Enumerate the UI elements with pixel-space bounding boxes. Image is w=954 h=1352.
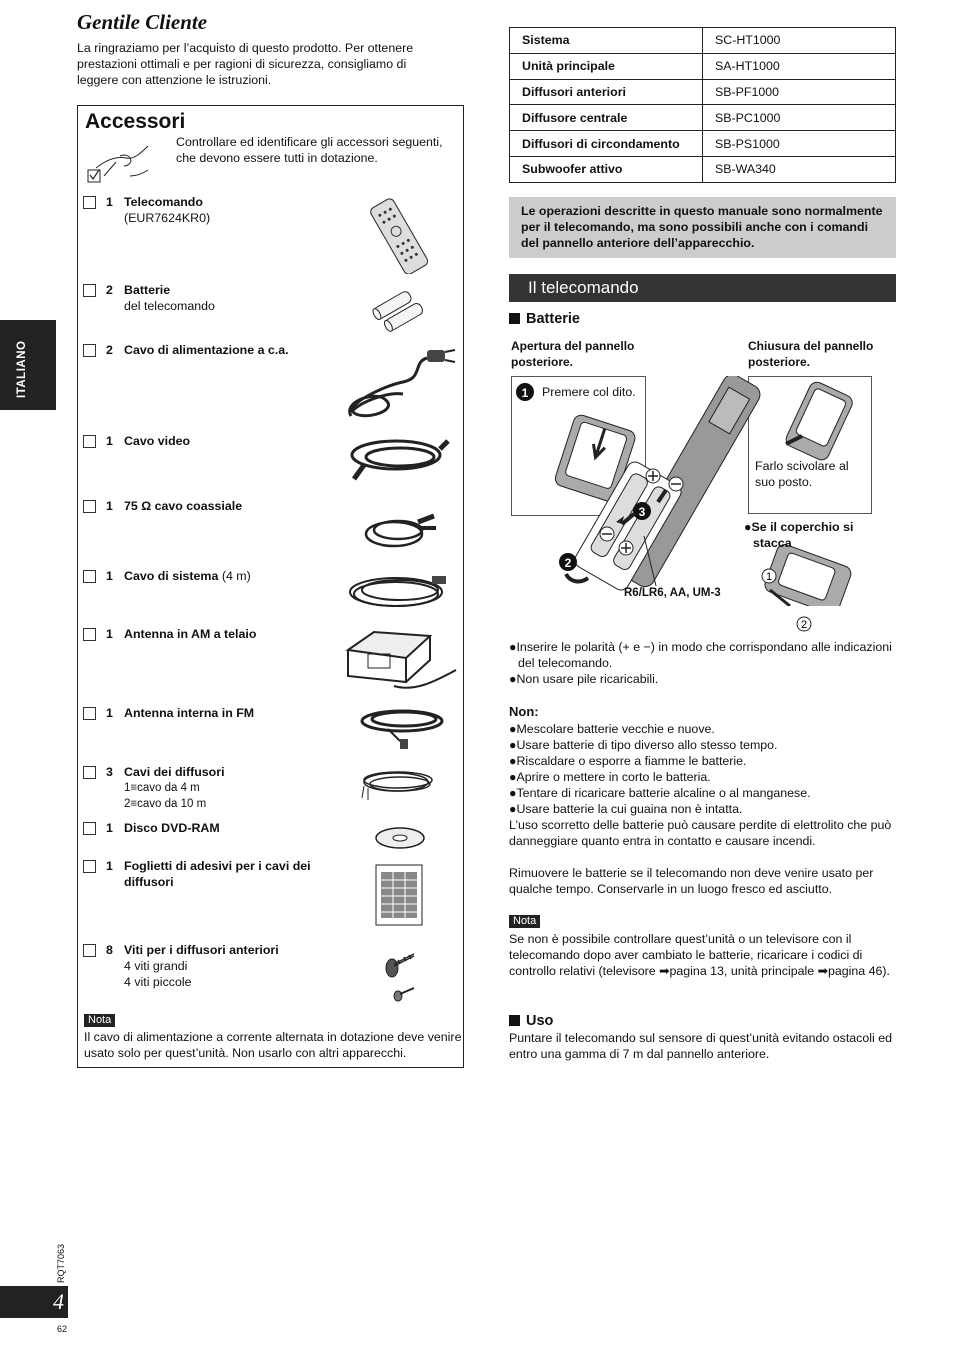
page-number: 4 — [53, 1289, 64, 1314]
page-number-tab — [0, 1286, 68, 1318]
document-code: RQT7063 — [56, 1243, 66, 1283]
svg-text:2: 2 — [564, 556, 572, 570]
remote-control-icon — [358, 198, 442, 274]
uso-heading: Uso — [509, 1012, 553, 1030]
list-item: ●Riscaldare o esporre a fiamme le batterie. — [509, 754, 747, 768]
chiusura-label: Chiusura del pannello posteriore. — [748, 339, 874, 369]
checkbox[interactable] — [83, 944, 96, 957]
page-title: Gentile Cliente — [77, 10, 208, 34]
misuse-warning: L’uso scorretto delle batterie può causare perdite di elettrolito che può danneggiare quanto entra in contatto e causare incendi. — [509, 818, 892, 848]
telecomando-nota: Se non è possibile controllare quest’unità o un televisore con il telecomando dopo aver cambiato le batterie, ricaricare i codici di controllo relativi (televisore ➡pagina 13, unità principale ➡pagina 46). — [509, 932, 890, 978]
section-heading-telecomando: Il telecomando — [509, 274, 896, 302]
checkbox[interactable] — [83, 500, 96, 513]
nota-label: Nota — [509, 915, 540, 928]
accessori-nota: Il cavo di alimentazione a corrente alternata in dotazione deve venire usato solo per quest’unità. Non usarlo con altri apparecchi. — [84, 1030, 462, 1060]
nota-label: Nota — [84, 1014, 115, 1027]
operations-note: Le operazioni descritte in questo manuale sono normalmente per il telecomando, ma sono possibili anche con i comandi del pannello anteriore dell’apparecchio. — [509, 197, 896, 258]
uso-text: Puntare il telecomando sul sensore di quest’unità evitando ostacoli ed entro una gamma di 7 m dal pannello anteriore. — [509, 1031, 892, 1061]
table-row: Unità principale SA-HT1000 — [510, 53, 896, 79]
battery-bullets — [509, 639, 894, 687]
step-2-circle-icon — [796, 616, 812, 632]
list-item: ●Usare batterie di tipo diverso allo stesso tempo. — [509, 738, 778, 752]
remove-batteries-text: Rimuovere le batterie se il telecomando non deve venire usato per qualche tempo. Conservarle in un luogo fresco ed asciutto. — [509, 866, 874, 896]
dvd-disc-icon — [374, 822, 426, 854]
page-subnumber: 62 — [57, 1324, 68, 1334]
language-tab — [0, 320, 56, 410]
checkbox[interactable] — [83, 284, 96, 297]
checkbox[interactable] — [83, 860, 96, 873]
video-cable-icon — [344, 433, 454, 489]
svg-text:1: 1 — [765, 571, 773, 583]
table-row: Subwoofer attivo SB-WA340 — [510, 156, 896, 182]
list-item: ●Usare batterie la cui guaina non è intatta. — [509, 802, 743, 816]
battery-install-diagram — [508, 376, 888, 606]
checkbox[interactable] — [83, 707, 96, 720]
svg-text:1: 1 — [521, 386, 529, 400]
accessori-box: Accessori Controllare ed identificare gli accessori seguenti, che devono essere tutti in dotazione. 1 Telecomando (EUR7624KR0) 2 Batterie del telecomando 2 Cavo di alimentazione a c.a. 1 Cavo video 1 75 Ω cavo coassiale 1 Cavo di sistema (4 m) 1 Antenna in AM a telaio 1 Antenna interna in FM 3 Cavi dei diffusori 1≡cavo da 4 m 2≡cavo da 10 m 1 Disco DVD-RAM 1 Foglietti di adesivi per i cavi dei diffusori 8 Viti per i diffusori anteriori 4 viti grandi 4 viti piccole Nota Il cavo di alimentazione a corrente alternata in dotazione deve venire usato solo per quest’unità. Non usarlo con altri apparecchi. — [77, 105, 464, 1068]
farlo-label: Farlo scivolare al suo posto. — [755, 459, 849, 489]
coaxial-cable-icon — [360, 498, 442, 558]
accessori-title: Accessori — [85, 110, 186, 133]
apertura-label: Apertura del pannello posteriore. — [511, 339, 635, 369]
non-heading: Non: — [509, 704, 539, 719]
list-item: ●Non usare pile ricaricabili. — [509, 672, 659, 686]
batterie-heading: Batterie — [509, 310, 580, 328]
checkbox[interactable] — [83, 435, 96, 448]
checkbox[interactable] — [83, 766, 96, 779]
language-tab-label: ITALIANO — [16, 340, 28, 398]
sticker-sheet-icon — [375, 864, 425, 928]
power-cord-icon — [343, 342, 459, 424]
svg-text:2: 2 — [800, 619, 808, 631]
checkbox[interactable] — [83, 196, 96, 209]
intro-text: La ringraziamo per l’acquisto di questo prodotto. Per ottenere prestazioni ottimali e per ragioni di sicurezza, consigliamo di leggere con attenzione le istruzioni. — [77, 41, 414, 87]
table-row: Diffusori di circondamento SB-PS1000 — [510, 131, 896, 157]
table-row: Sistema SC-HT1000 — [510, 28, 896, 54]
list-item: ●Aprire o mettere in corto le batteria. — [509, 770, 711, 784]
list-item: ●Inserire le polarità (+ e −) in modo che corrispondano alle indicazioni del telecomando. — [509, 640, 892, 670]
premere-label: Premere col dito. — [542, 385, 636, 399]
system-cable-icon — [346, 568, 456, 614]
screws-icon — [382, 946, 422, 1006]
accessori-intro: Controllare ed identificare gli accessori seguenti, che devono essere tutti in dotazione. — [176, 135, 443, 165]
square-bullet-icon — [509, 313, 520, 324]
checkbox[interactable] — [83, 570, 96, 583]
battery-type-label: R6/LR6, AA, UM-3 — [624, 587, 721, 599]
table-row: Diffusori anteriori SB-PF1000 — [510, 79, 896, 105]
speaker-cables-icon — [360, 764, 440, 804]
se-il-label: ●Se il coperchio si stacca — [744, 520, 854, 550]
table-row: Diffusore centrale SB-PC1000 — [510, 105, 896, 131]
svg-text:3: 3 — [638, 505, 646, 519]
checkbox[interactable] — [83, 822, 96, 835]
list-item: ●Tentare di ricaricare batterie alcaline o al manganese. — [509, 786, 811, 800]
batteries-icon — [370, 286, 430, 334]
non-bullets — [509, 721, 894, 897]
checkbox[interactable] — [83, 344, 96, 357]
checkbox[interactable] — [83, 628, 96, 641]
am-loop-antenna-icon — [344, 626, 460, 692]
list-item: ●Mescolare batterie vecchie e nuove. — [509, 722, 715, 736]
system-table — [509, 27, 896, 183]
checklist-hand-icon — [86, 138, 152, 186]
fm-antenna-icon — [358, 705, 450, 753]
square-bullet-icon — [509, 1015, 520, 1026]
